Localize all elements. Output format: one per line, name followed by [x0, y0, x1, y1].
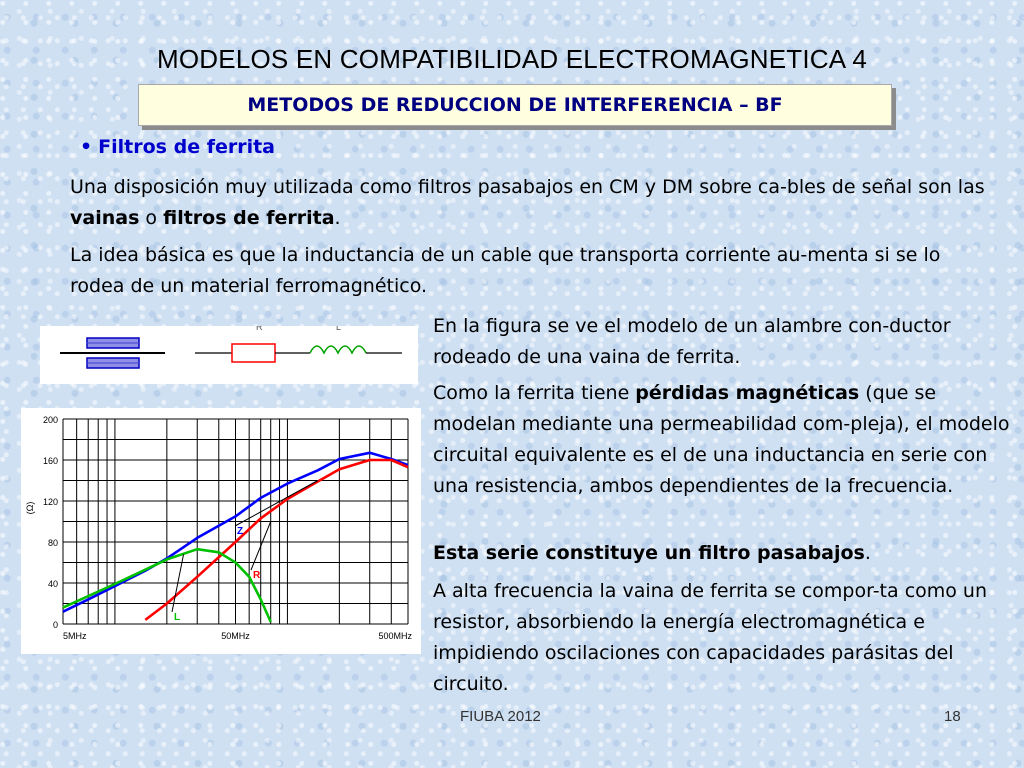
inductor-label: L [336, 326, 342, 332]
bold-run: vainas [70, 207, 140, 229]
y-tick-label: 0 [52, 620, 58, 630]
x-tick-label: 5MHz [63, 631, 87, 641]
y-tick-label: 80 [47, 538, 58, 548]
paragraph-losses [433, 378, 1013, 502]
x-tick-label: 50MHz [221, 631, 250, 641]
bold-run: Esta serie constituye un filtro pasabajos [433, 542, 865, 564]
paragraph-figure-description: En la figura se ve el modelo de un alambre con-ductor rodeado de una vaina de ferrita. [433, 315, 951, 368]
series-pointer-z [235, 481, 318, 527]
text-run: o [139, 207, 164, 229]
bullet-dot: • [80, 136, 93, 158]
y-axis-label: (Ω) [25, 501, 35, 515]
text-run: Una disposición muy utilizada como filtros pasabajos en CM y DM sobre ca-bles de señal son las [70, 176, 985, 198]
y-tick-label: 40 [47, 579, 58, 589]
text-run: . [334, 207, 341, 229]
text-run: Como la ferrita tiene [433, 382, 636, 404]
inductor-symbol [310, 346, 366, 353]
y-tick-label: 200 [42, 415, 58, 425]
section-subtitle: METODOS DE REDUCCION DE INTERFERENCIA – BF [247, 94, 783, 116]
bold-run: pérdidas magnéticas [635, 382, 860, 404]
paragraph-lowpass [433, 538, 1013, 569]
paragraph-intro [70, 172, 990, 234]
slide-number: 18 [944, 708, 961, 725]
series-label-z: Z [237, 526, 244, 537]
paragraph-idea: La idea básica es que la inductancia de un cable que transporta corriente au-menta si se lo rodea de un material ferromagnético. [70, 244, 941, 297]
bold-run: filtros de ferrita [163, 207, 335, 229]
series-label-r: R [253, 570, 261, 581]
paragraph-high-frequency: A alta frecuencia la vaina de ferrita se compor-ta como un resistor, absorbiendo la energía electromagnética e impidiendo oscilaciones con capacidades parásitas del circuito. [433, 580, 988, 695]
ferrite-sleeve-drawing [60, 338, 165, 368]
resistor-label: R [256, 326, 263, 332]
series-line-r [145, 460, 408, 620]
text-run: . [864, 542, 871, 564]
slide-title: MODELOS EN COMPATIBILIDAD ELECTROMAGNETICA 4 [157, 44, 867, 74]
bullet-text: Filtros de ferrita [98, 136, 276, 158]
section-subtitle-box [138, 84, 892, 126]
equivalent-circuit-drawing [195, 326, 402, 362]
series-label-l: L [174, 612, 181, 623]
impedance-chart [21, 408, 421, 654]
ferrite-model-figure [40, 326, 418, 384]
footer-institution: FIUBA 2012 [460, 708, 541, 725]
x-tick-label: 500MHz [378, 631, 412, 641]
resistor-symbol [232, 344, 275, 362]
bullet-heading [80, 136, 275, 158]
y-tick-label: 160 [42, 456, 58, 466]
text-run: (que se modelan mediante una permeabilidad com-pleja), el modelo circuital equivalente es el de una inductancia en serie con una resistencia, ambos dependientes de la frecuencia. [433, 382, 1010, 497]
y-tick-label: 120 [42, 497, 58, 507]
